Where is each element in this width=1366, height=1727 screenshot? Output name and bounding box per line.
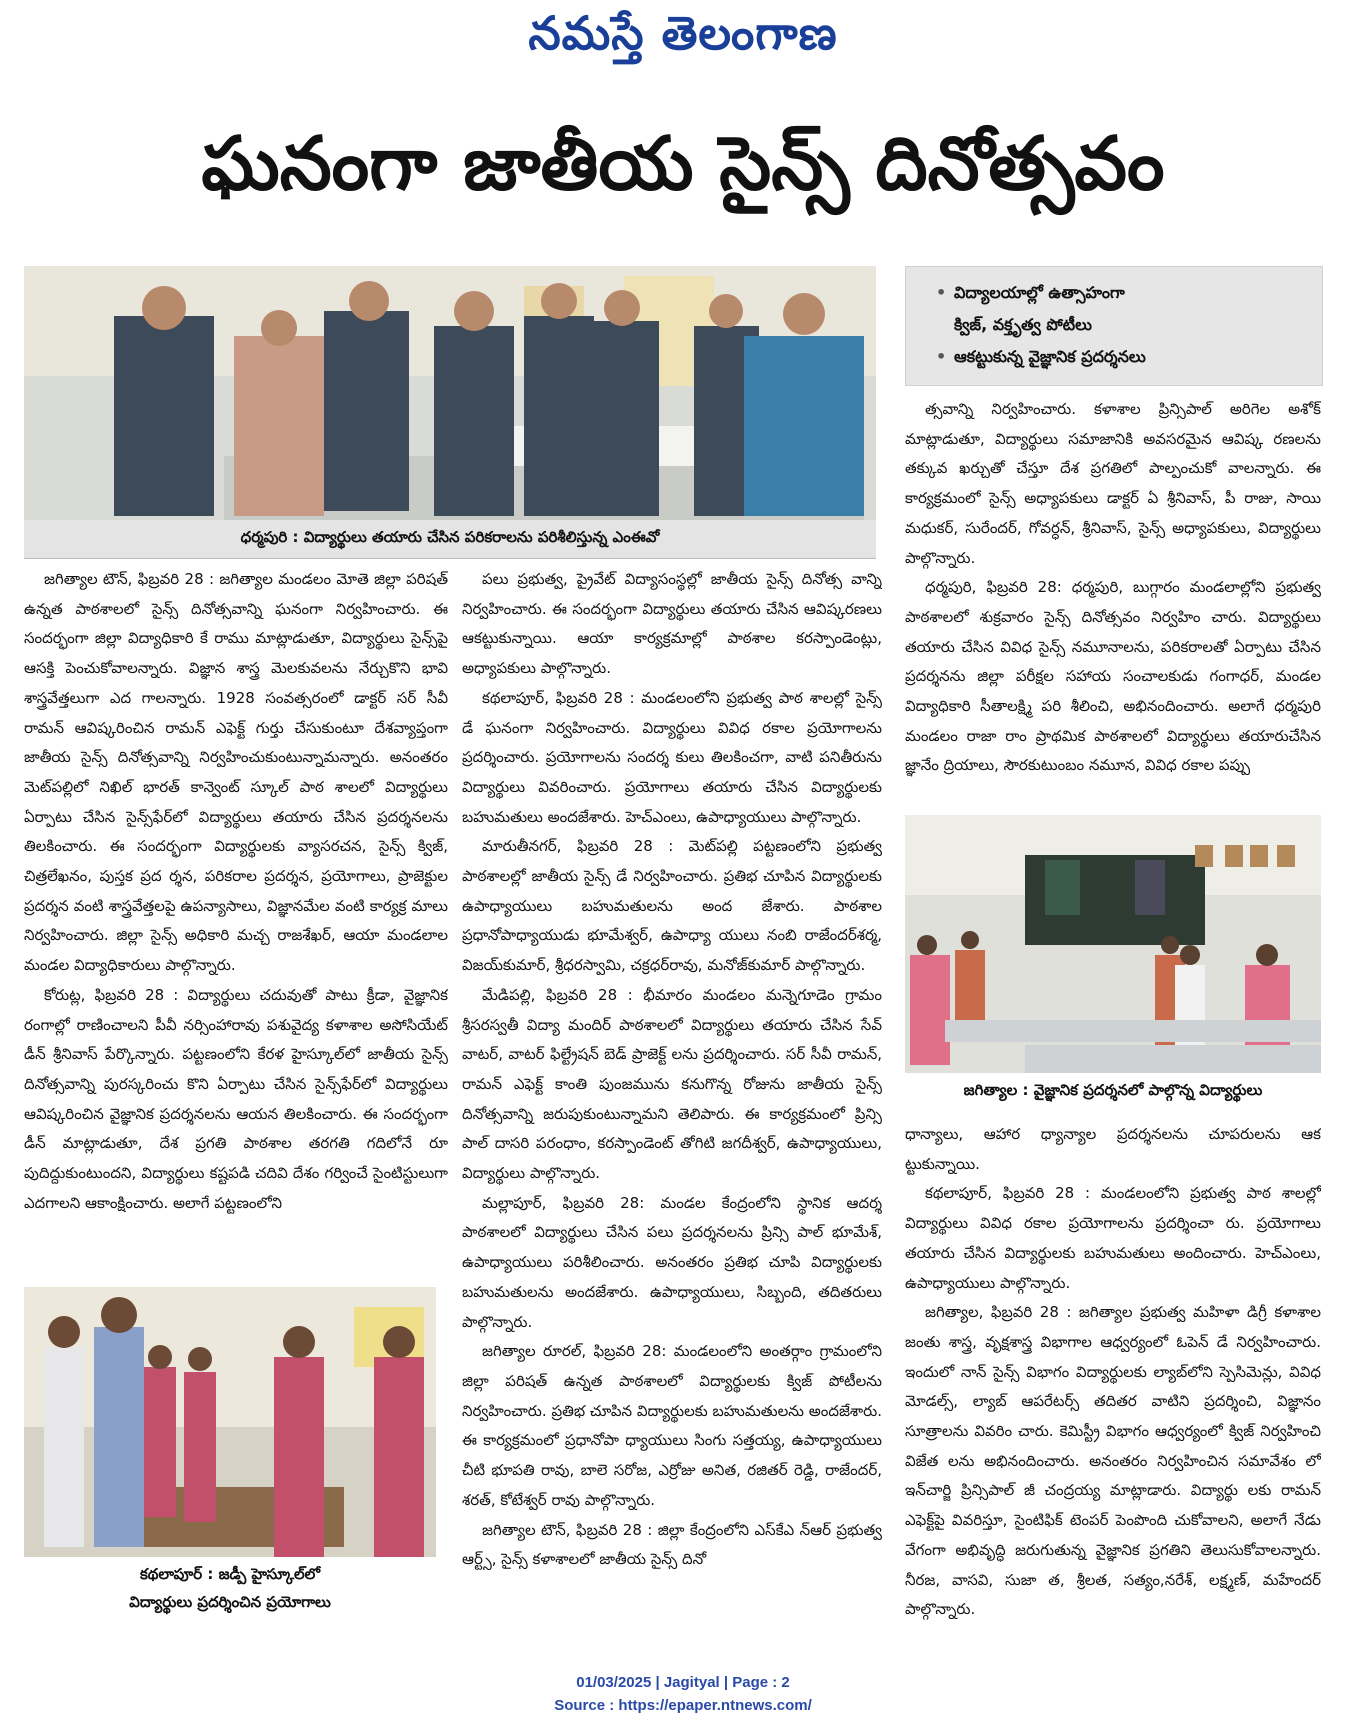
article-paragraph: ధాన్యాలు, ఆహార ధ్యాన్యాల ప్రదర్శనలను చూపరులను ఆక ట్టుకున్నాయి. bbox=[905, 1125, 1321, 1173]
article-paragraph: పలు ప్రభుత్వ, ప్రైవేట్ విద్యాసంస్థల్లో జాతీయ సైన్స్ దినోత్స వాన్ని నిర్వహించారు. ఈ సందర్భంగా విద్యార్థులు తయారు చేసిన ఆవిష్కరణలు ఆకట్టుకున్నాయి. ఆయా కార్యక్రమాల్లో పాఠశాల కరస్పాండెంట్లు, అధ్యాపకులు పాల్గొన్నారు. bbox=[462, 570, 882, 678]
highlight-item: • ఆకట్టుకున్న వైజ్ఞానిక ప్రదర్శనలు bbox=[936, 341, 1322, 373]
article-column-3-bottom bbox=[905, 1120, 1321, 1630]
highlights-box bbox=[905, 266, 1323, 386]
footer-source: Source : https://epaper.ntnews.com/ bbox=[554, 1697, 812, 1714]
highlight-item: • విద్యాలయాల్లో ఉత్సాహంగా bbox=[936, 277, 1322, 309]
article-paragraph: కథలాపూర్, ఫిబ్రవరి 28 : మండలంలోని ప్రభుత్వ పాఠ శాలల్లో విద్యార్థులు వివిధ రకాల ప్రయోగాలను ప్రదర్శించా రు. ప్రయోగాలు తయారు చేసిన విద్యార్థులకు బహుమతులు అందించారు. హెచ్ఎంలు, ఉపాధ్యాయులు పాల్గొన్నారు. bbox=[905, 1184, 1321, 1292]
bottom-left-photo-caption bbox=[24, 1560, 436, 1620]
headline: ఘనంగా జాతీయ సైన్స్ దినోత్సవం bbox=[201, 121, 1165, 207]
highlights-list bbox=[906, 267, 1322, 373]
top-photo-caption bbox=[24, 520, 876, 559]
article-paragraph: మల్లాపూర్, ఫిబ్రవరి 28: మండల కేంద్రంలోని స్థానిక ఆదర్శ పాఠశాలలో విద్యార్థులు చేసిన పలు ప్రదర్శనలను ప్రిన్సి పాల్ భూమేశ్, ఉపాధ్యాయులు పరిశీలించారు. అనంతరం ప్రతిభ చూపి విద్యార్థులకు బహుమతులను అందజేశారు. ఉపాధ్యాయులు, సిబ్బంది, తదితరులు పాల్గొన్నారు. bbox=[462, 1193, 882, 1331]
bottom-left-photo bbox=[24, 1287, 436, 1557]
footer-date-edition: 01/03/2025 | Jagityal | Page : 2 bbox=[576, 1674, 790, 1691]
article-paragraph: కథలాపూర్, ఫిబ్రవరి 28 : మండలంలోని ప్రభుత్వ పాఠ శాలల్లో సైన్స్ డే ఘనంగా నిర్వహించారు. విద్యార్థులు వివిధ రకాల ప్రయోగాలను ప్రదర్శించారు. ప్రయోగాలను సందర్శ కులు తిలకించగా, వాటి పనితీరును విద్యార్థులు వివరించారు. ప్రయోగాలు తయారు చేసిన విద్యార్థులకు బహుమతులు అందజేశారు. హెచ్ఎంలు, ఉపాధ్యాయులు పాల్గొన్నారు. bbox=[462, 688, 882, 826]
article-paragraph: కోరుట్ల, ఫిబ్రవరి 28 : విద్యార్థులు చదువుతో పాటు క్రీడా, వైజ్ఞానిక రంగాల్లో రాణించాలని పీవీ నర్సింహారావు పశువైద్య కళాశాల అసోసియేట్ డీన్ శ్రీనివాస్ పేర్కొన్నారు. పట్టణంలోని కేరళ హైస్కూల్‌లో జాతీయ సైన్స్ దినోత్సవాన్ని పురస్కరించు కొని ఏర్పాటు చేసిన సైన్స్‌ఫేర్‌లో విద్యార్థులు ఆవిష్కరించిన వైజ్ఞానిక ప్రదర్శనలను ఆయన తిలకించారు. ఈ సందర్భంగా డీన్ మాట్లాడుతూ, దేశ ప్రగతి పాఠశాల తరగతి గదిలోనే రూ పుదిద్దుకుంటుందని, విద్యార్థులు కష్టపడి చదివి దేశం గర్వించే సైంటిస్టులుగా ఎదగాలని ఆకాంక్షించారు. అలాగే పట్టణంలోని bbox=[24, 985, 448, 1212]
article-paragraph: జగిత్యాల రూరల్, ఫిబ్రవరి 28: మండలంలోని అంతర్గాం గ్రామంలోని జిల్లా పరిషత్ ఉన్నత పాఠశాలలో విద్యార్థులకు క్విజ్ పోటీలను నిర్వహించారు. ప్రతిభ చూపిన విద్యార్థులకు బహుమతులను అందజేశారు. ఈ కార్యక్రమంలో ప్రధానోపా ధ్యాయులు సింగు సత్తయ్య, ఉపాధ్యాయులు చీటి భూపతి రావు, బాలె సరోజ, ఎర్రోజు అనిత, రజితర్ రెడ్డి, రాజేందర్, శరత్, కోటేశ్వర్ రావు పాల్గొన్నారు. bbox=[462, 1342, 882, 1509]
right-photo-caption-text: జగిత్యాల : వైజ్ఞానిక ప్రదర్శనలో పాల్గొన్న విద్యార్థులు bbox=[963, 1081, 1263, 1099]
article-column-1 bbox=[24, 565, 448, 1277]
bottom-left-caption-line-1: కథలాపూర్ : జడ్పీ హైస్కూల్‌లో bbox=[139, 1565, 321, 1583]
article-column-2 bbox=[462, 565, 882, 1633]
bottom-left-caption-line-2: విద్యార్థులు ప్రదర్శించిన ప్రయోగాలు bbox=[129, 1593, 331, 1611]
article-paragraph: త్సవాన్ని నిర్వహించారు. కళాశాల ప్రిన్సిపాల్ అరిగెల అశోక్ మాట్లాడుతూ, విద్యార్థులు సమాజానికి అవసరమైన ఆవిష్క రణలను తక్కువ ఖర్చుతో చేస్తూ దేశ ప్రగతిలో పాల్పంచుకో వాలన్నారు. ఈ కార్యక్రమంలో సైన్స్ అధ్యాపకులు డాక్టర్ ఏ శ్రీనివాస్, పీ రాజు, సాయి మధుకర్, సురేందర్, గోవర్ధన్, శ్రీనివాస్, సైన్స్ అధ్యాపకులు, విద్యార్థులు పాల్గొన్నారు. bbox=[905, 400, 1321, 567]
article-paragraph: జగిత్యాల టౌన్, ఫిబ్రవరి 28 : జిల్లా కేంద్రంలోని ఎస్‌కేఎ న్‌ఆర్ ప్రభుత్వ ఆర్ట్స్, సైన్స్ కళాశాలలో జాతీయ సైన్స్ దినో bbox=[462, 1520, 882, 1569]
article-paragraph: జగిత్యాల టౌన్, ఫిబ్రవరి 28 : జగిత్యాల మండలం మోతె జిల్లా పరిషత్ ఉన్నత పాఠశాలలో సైన్స్ దినోత్సవాన్ని ఘనంగా నిర్వహించారు. ఈ సందర్భంగా జిల్లా విద్యాధికారి కే రాము మాట్లాడుతూ, విద్యార్థులు సైన్స్‌పై ఆసక్తి పెంచుకోవాలన్నారు. విజ్ఞాన శాస్త్ర మెలకువలను నేర్చుకొని భావి శాస్త్రవేత్తలుగా ఎద గాలన్నారు. 1928 సంవత్సరంలో డాక్టర్ సర్ సీవీ రామన్ ఆవిష్కరించిన రామన్ ఎఫెక్ట్ గుర్తు చేసుకుంటూ దేశవ్యాప్తంగా జాతీయ సైన్స్ దినోత్సవాన్ని నిర్వహించుకుంటున్నామన్నారు. అనంతరం మెట్‌పల్లిలో నిఖిల్ భారత్ కాన్వెంట్ స్కూల్ పాఠ శాలలో విద్యార్థులు ఏర్పాటు చేసిన సైన్స్‌ఫేర్‌లో విద్యార్థులు తయారు చేసిన ప్రదర్శనలను తిలకించారు. ఈ సందర్భంగా విద్యార్థులకు వ్యాసరచన, సైన్స్ క్విజ్, చిత్రలేఖనం, పుస్తక ప్రద ర్శన, పరికరాల ప్రదర్శన, ప్రయోగాలు, ప్రాజెక్టుల ప్రదర్శన వంటి శాస్త్రవేత్తలపై ఉపన్యాసాలు, విజ్ఞానమేల వంటి కార్యక్ర మాలు నిర్వహించారు. జిల్లా సైన్స్ అధికారి మచ్చ రాజశేఖర్, ఆయా మండలాల మండల విద్యాధికారులు పాల్గొన్నారు. bbox=[24, 570, 448, 975]
highlight-item: క్విజ్, వక్తృత్వ పోటీలు bbox=[954, 315, 1092, 334]
article-paragraph: జగిత్యాల, ఫిబ్రవరి 28 : జగిత్యాల ప్రభుత్వ మహిళా డిగ్రీ కళాశాల జంతు శాస్త్ర, వృక్షశాస్త్ర విభాగాల ఆధ్వర్యంలో ఓపెన్ డే నిర్వహించారు. ఇందులో నాన్ సైన్స్ విభాగం విద్యార్థులకు ల్యాబ్‌లోని స్పెసిమెన్లు, వివిధ మోడల్స్, ల్యాబ్ ఆపరేటర్స్ తదితర వాటిని ప్రదర్శించి, విజ్ఞానం సూత్రాలను వివరిం చారు. కెమిస్ట్రీ విభాగం ఆధ్వర్యంలో క్విజ్ నిర్వహించి విజేత లను అభినందించారు. అనంతరం నిర్వహించిన సమావేశం లో ఇన్‌చార్జి ప్రిన్సిపాల్ జీ చంద్రయ్య మాట్లాడారు. విద్యార్థు లకు రామన్ ఎఫెక్ట్‌పై వివరిస్తూ, సైంటిఫిక్ టెంపర్ పెంపొంది చుకోవాలని, అలాగే నేడు వేగంగా అభివృద్ధి జరుగుతున్న వైజ్ఞానిక ప్రగతిని తెలుసుకోవాలన్నారు. నీరజ, వాసవి, సుజా త, శ్రీలత, సత్యం,నరేశ్, లక్ష్మణ్, మహేందర్ పాల్గొన్నారు. bbox=[905, 1303, 1321, 1619]
article-paragraph: ధర్మపురి, ఫిబ్రవరి 28: ధర్మపురి, బుగ్గారం మండలాల్లోని ప్రభుత్వ పాఠశాలలో శుక్రవారం సైన్స్ దినోత్సవం నిర్వహిం చారు. విద్యార్థులు తయారు చేసిన వివిధ సైన్స్ నమూనాలను, పరికరాలతో ఏర్పాటు చేసిన ప్రదర్శనను జిల్లా పరీక్షల సహాయ సంచాలకుడు గంగాధర్, మండల విద్యాధికారి సీతాలక్ష్మి పరి శీలించి, అభినందించారు. అలాగే ధర్మపురి మండలం రాజా రాం ప్రాథమిక పాఠశాలలో విద్యార్థులు తయారుచేసిన జ్ఞానేం ద్రియాలు, సౌరకుటుంబం నమూన, వివిధ రకాల పప్పు bbox=[905, 578, 1321, 775]
top-photo bbox=[24, 266, 876, 520]
right-photo-caption bbox=[905, 1076, 1321, 1106]
article-paragraph: మేడిపల్లి, ఫిబ్రవరి 28 : భీమారం మండలం మన్నెగూడెం గ్రామం శ్రీసరస్వతీ విద్యా మందిర్ పాఠశాలలో విద్యార్థులు తయారు చేసిన సేవ్ వాటర్, వాటర్ ఫిల్ట్రేషన్ బెడ్ ప్రాజెక్ట్ లను ప్రదర్శించారు. సర్ సీవీ రామన్, రామన్ ఎఫెక్ట్ కాంతి పుంజమును కనుగొన్న రోజును జాతీయ సైన్స్ దినోత్సవాన్ని జరుపుకుంటున్నామని తెలిపారు. ఈ కార్యక్రమంలో ప్రిన్సి పాల్ దాసరి పరంధాం, కరస్పాండెంట్ తోగిటి జగదీశ్వర్, ఉపాధ్యాయులు, విద్యార్థులు పాల్గొన్నారు. bbox=[462, 985, 882, 1183]
article-column-3-top bbox=[905, 395, 1321, 795]
article-paragraph: మారుతీనగర్, ఫిబ్రవరి 28 : మెట్‌పల్లి పట్టణంలోని ప్రభుత్వ పాఠశాలల్లో జాతీయ సైన్స్ డే నిర్వహించారు. ప్రతిభ చూపిన విద్యార్థులకు ఉపాధ్యాయులు బహుమతులను అంద జేశారు. పాఠశాల ప్రధానోపాధ్యాయుడు భూమేశ్వర్, ఉపాధ్యా యులు నంబి రాజేందర్‌శర్మ, విజయ్‌కుమార్, శ్రీధరస్వామి, చక్రధర్‌రావు, మనోజ్‌కుమార్ పాల్గొన్నారు. bbox=[462, 837, 882, 975]
top-photo-caption-text: ధర్మపురి : విద్యార్థులు తయారు చేసిన పరికరాలను పరిశీలిస్తున్న ఎంఈవో bbox=[240, 528, 660, 546]
masthead: నమస్తే తెలంగాణ bbox=[528, 6, 838, 60]
right-photo bbox=[905, 815, 1321, 1073]
